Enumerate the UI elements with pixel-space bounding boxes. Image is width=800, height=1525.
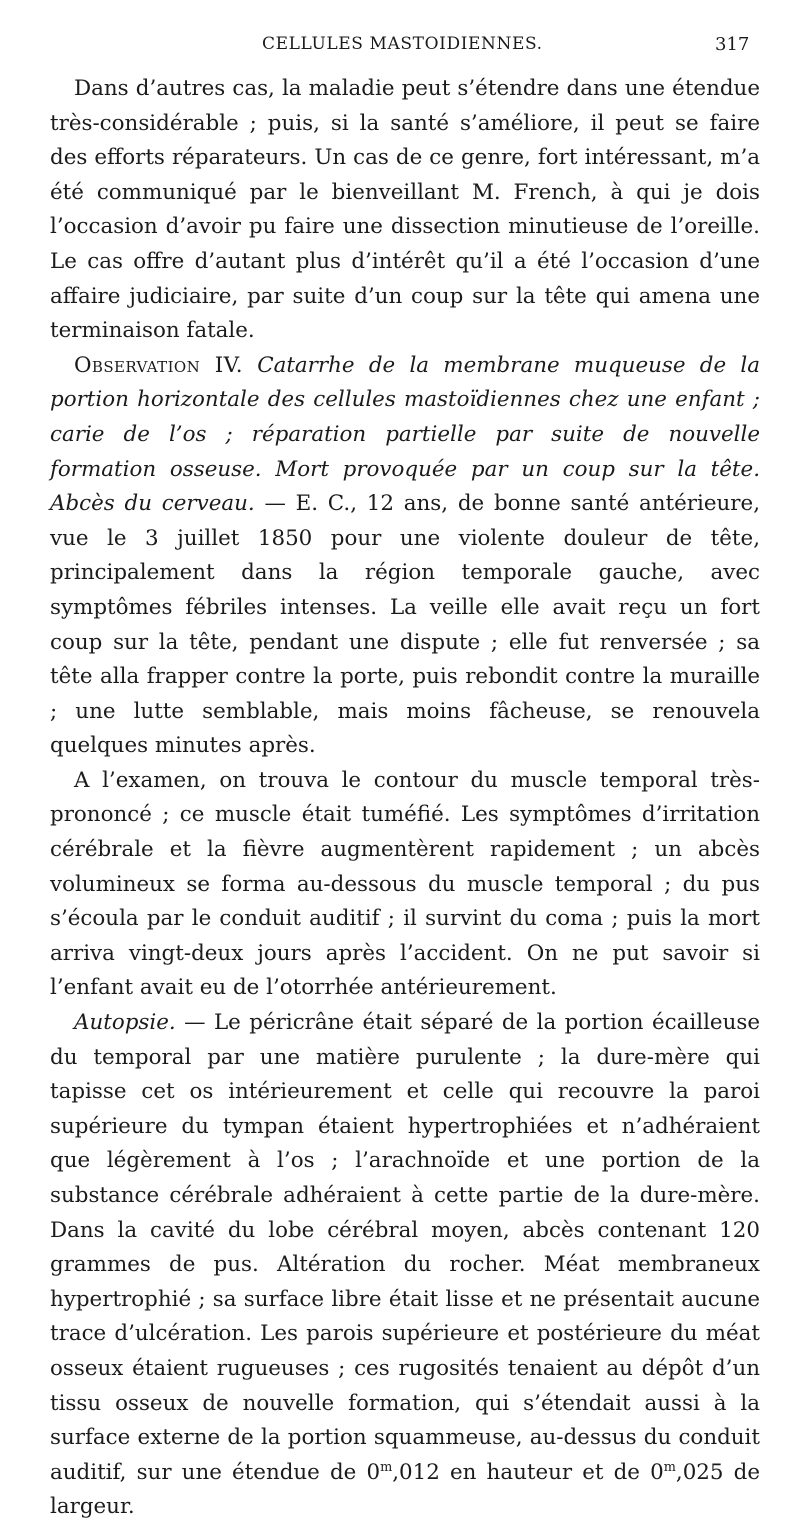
unit-metre-2: m [663,1459,676,1475]
paragraph-intro: Dans d’autres cas, la maladie peut s’étendre dans une étendue très-considérable ; puis, si la santé s’améliore, il peut se faire des efforts réparateurs. Un cas de ce genre, fort intéressant, m’a été communiqué par le bienveillant M. French, à qui je dois l’occasion d’avoir pu faire une dissection minutieuse de l’oreille. Le cas offre d’autant plus d’intérêt qu’il a été l’occasion d’une affaire judiciaire, par suite d’un coup sur la tête qui amena une terminaison fatale. [50,76,760,344]
autopsy-text: — Le péricrâne était séparé de la portion écailleuse du temporal par une matière purulente ; la dure-mère qui tapisse cet os intérieurement et celle qui recouvre la paroi supérieure du tympan étaient hypertrophiées et n’adhéraient que légèrement à l’os ; l’arachnoïde et une portion de la substance cérébrale adhéraient à cette partie de la dure-mère. Dans la cavité du lobe cérébral moyen, abcès contenant 120 grammes de pus. Altération du rocher. Méat membraneux hypertrophié ; sa surface libre était lisse et ne présentait aucune trace d’ulcération. Les parois supérieure et postérieure du méat osseux étaient rugueuses ; ces rugosités tenaient au dépôt d’un tissu osseux de nouvelle formation, qui s’étendait aussi à la surface externe de la portion squammeuse, au-dessus du conduit auditif, sur une étendue de 0 [50,1010,760,1485]
autopsy-text-2: ,012 en hauteur et de 0 [392,1459,664,1485]
paragraph-examination: A l’examen, on trouva le contour du muscle temporal très-prononcé ; ce muscle était tuméfié. Les symptômes d’irritation cérébrale et la fièvre augmentèrent rapidement ; un abcès volumineux se forma au-dessous du muscle temporal ; du pus s’écoula par le conduit auditif ; il survint du coma ; puis la mort arriva vingt-deux jours après l’accident. On ne put savoir si l’enfant avait eu de l’otorrhée antérieurement. [50,767,760,1001]
observation-text: — E. C., 12 ans, de bonne santé antérieure, vue le 3 juillet 1850 pour une violente douleur de tête, principalement dans la région temporale gauche, avec symptômes fébriles intenses. La veille elle avait reçu un fort coup sur la tête, pendant une dispute ; elle fut renversée ; sa tête alla frapper contre la porte, puis rebondit contre la muraille ; une lutte semblable, mais moins fâcheuse, se renouvela quelques minutes après. [50,491,760,759]
autopsy-label: Autopsie. [74,1010,176,1036]
page-number: 317 [715,34,750,55]
observation-label: Observation IV. [74,352,243,378]
unit-metre: m [380,1459,393,1475]
paragraph-observation [50,349,760,764]
paragraph-autopsy [50,1006,760,1525]
body-text [50,72,760,1525]
page-header [0,34,800,60]
observation-title: Catarrhe de la membrane muqueuse de la portion horizontale des cellules mastoïdiennes chez une enfant ; carie de l’os ; réparation partielle par suite de nouvelle formation osseuse. Mort provoquée par un coup sur la tête. Abcès du cerveau. [50,352,760,517]
autopsy-text-3: ,025 de largeur. [50,1459,760,1520]
running-title: CELLULES MASTOIDIENNES. [262,34,543,54]
